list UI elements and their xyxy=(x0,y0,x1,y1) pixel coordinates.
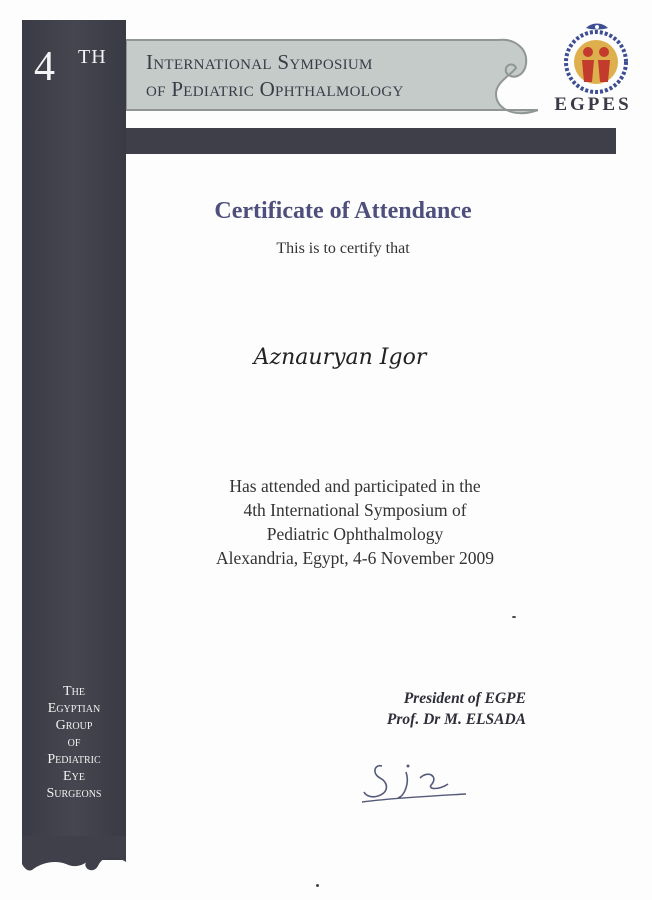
org-line: Group xyxy=(55,718,93,733)
paper-speck xyxy=(512,616,516,618)
banner-line-2: of Pediatric Ophthalmology xyxy=(146,77,404,101)
org-line: Egyptian xyxy=(47,701,101,716)
statement-line-1: Has attended and participated in the xyxy=(229,476,481,496)
org-line: of xyxy=(67,735,81,750)
edition-number: 4 xyxy=(34,44,56,90)
banner-line-1: International Symposium xyxy=(146,50,373,74)
logo-text: EGPES xyxy=(554,94,632,115)
edition-suffix: TH xyxy=(78,46,107,68)
header-band xyxy=(126,128,616,154)
signatory-name: Prof. Dr M. ELSADA xyxy=(386,711,526,728)
signatory-block xyxy=(300,688,526,730)
statement-line-2: 4th International Symposium of xyxy=(243,500,467,520)
org-line: The xyxy=(63,684,85,699)
sidebar-scroll-tail-icon xyxy=(22,836,132,876)
certificate-title: Certificate of Attendance xyxy=(214,198,472,224)
org-line: Pediatric xyxy=(47,752,101,767)
handwritten-signature-icon xyxy=(362,756,474,808)
banner-title xyxy=(146,49,404,103)
recipient-name: Aznauryan Igor xyxy=(253,345,427,370)
org-line: Eye xyxy=(63,769,85,784)
signatory-role: President of EGPE xyxy=(403,690,526,707)
statement-line-3: Pediatric Ophthalmology xyxy=(266,524,444,544)
org-line: Surgeons xyxy=(46,786,102,801)
attendance-statement xyxy=(130,474,580,570)
egpes-emblem-icon xyxy=(560,18,632,94)
certificate-intro: This is to certify that xyxy=(276,240,410,257)
paper-speck xyxy=(316,884,319,887)
statement-line-4: Alexandria, Egypt, 4-6 November 2009 xyxy=(216,548,494,568)
organization-name xyxy=(26,683,122,802)
